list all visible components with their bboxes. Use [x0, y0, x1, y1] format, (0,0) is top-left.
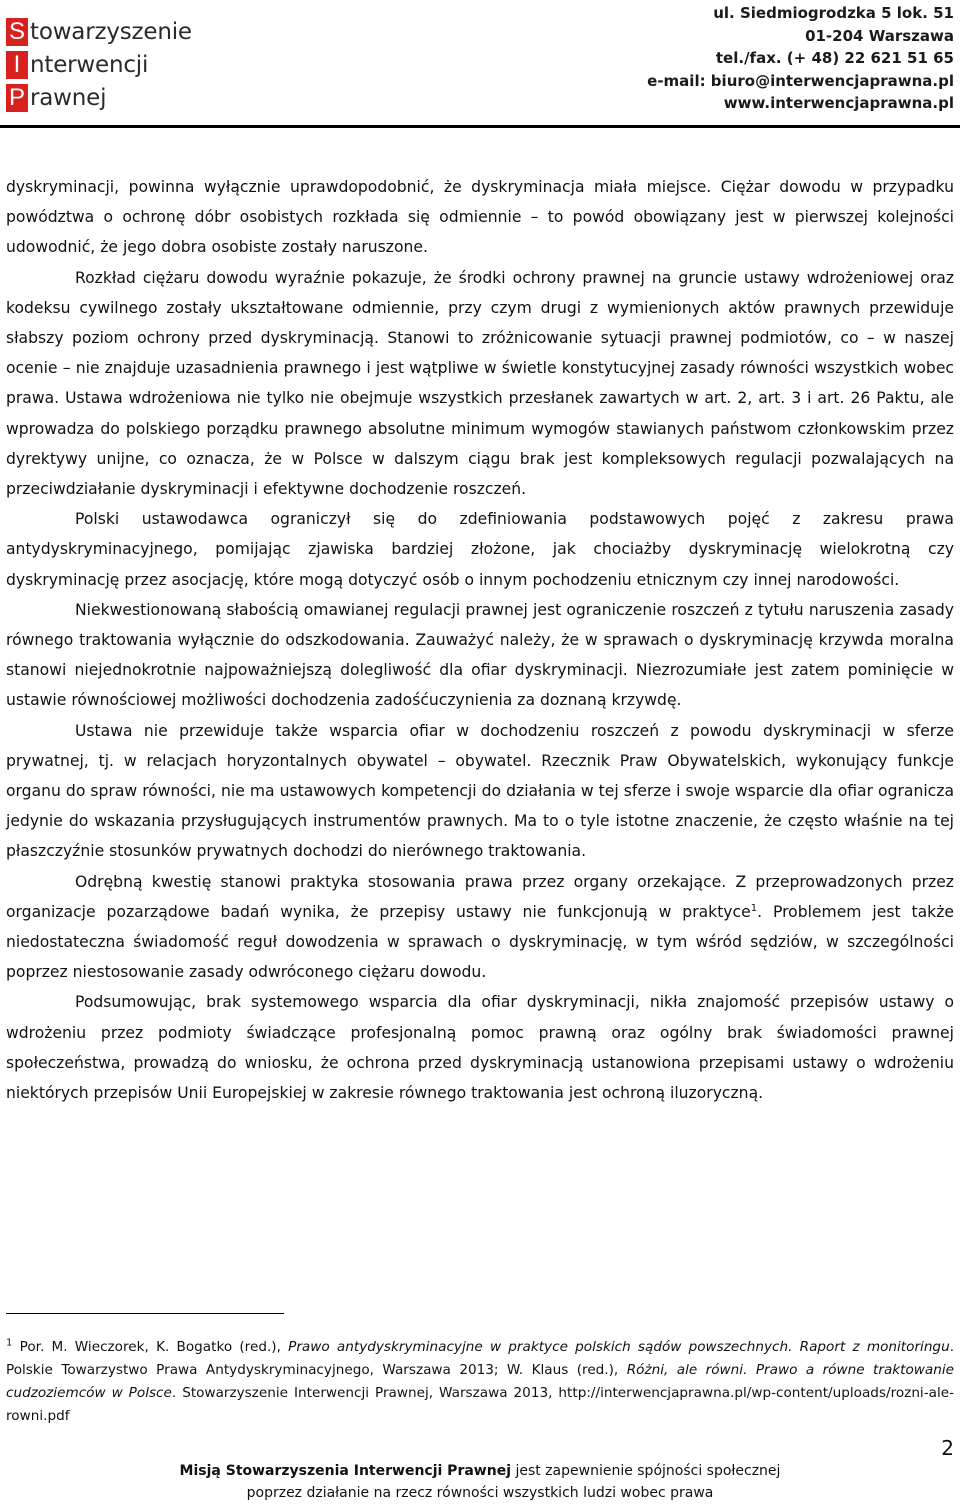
- contact-phone: tel./fax. (+ 48) 22 621 51 65: [715, 49, 954, 67]
- page-number: 2: [941, 1436, 954, 1460]
- logo-word: rawnej: [30, 84, 107, 111]
- logo-word: nterwencji: [30, 51, 149, 78]
- paragraph: dyskryminacji, powinna wyłącznie uprawdopodobnić, że dyskryminacja miała miejsce. Ciężar dowodu w przypadku powództwa o ochronę dóbr osobistych rozkłada się odmiennie – to powód obowiązany jest w pierwszej kolejności udowodnić, że jego dobra osobiste zostały naruszone.: [6, 178, 954, 257]
- header-divider: [0, 125, 960, 128]
- footnote-number: 1: [6, 1337, 13, 1349]
- paragraph-text: . Problemem jest także niedostateczna świadomość reguł dowodzenia w sprawach o dyskryminację, w tym wśród sędziów, w szczególności poprzez niestosowanie zasady odwróconego ciężaru dowodu.: [6, 902, 954, 982]
- letterhead: [0, 0, 960, 128]
- logo-word: towarzyszenie: [30, 18, 192, 45]
- footnote-title: Różni, ale równi. Prawo a równe traktowanie cudzoziemców w Polsce: [6, 1362, 954, 1401]
- logo-row: [6, 16, 192, 47]
- paragraph: Ustawa nie przewiduje także wsparcia ofiar w dochodzeniu roszczeń z powodu dyskryminacji w sferze prywatnej, tj. w relacjach horyzontalnych obywatel – obywatel. Rzecznik Praw Obywatelskich, wykonujący funkcje organu do spraw równości, nie ma ustawowych kompetencji do działania w tej sferze i swoje wsparcie dla ofiar ogranicza jedynie do wskazania przysługujących instrumentów prawnych. Ma to o tyle istotne znaczenie, że często właśnie na tej płaszczyźnie stosunków prywatnych dochodzi do nierównego traktowania.: [6, 721, 954, 861]
- organization-logo: [6, 16, 192, 115]
- contact-website[interactable]: www.interwencjaprawna.pl: [723, 94, 954, 112]
- paragraph: Podsumowując, brak systemowego wsparcia dla ofiar dyskryminacji, nikła znajomość przepisów ustawy o wdrożeniu przez podmioty świadczące profesjonalną pomoc prawną oraz ogólny brak świadomości prawnej społeczeństwa, prowadzą do wniosku, że ochrona przed dyskryminacją ustanowiona przepisami ustawy o wdrożeniu niektórych przepisów Unii Europejskiej w zakresie równego traktowania jest ochroną iluzoryczną.: [6, 993, 954, 1103]
- logo-letter-box: S: [6, 18, 28, 46]
- footer-line: [0, 1460, 960, 1482]
- paragraph: Rozkład ciężaru dowodu wyraźnie pokazuje, że środki ochrony prawnej na gruncie ustawy wdrożeniowej oraz kodeksu cywilnego zostały ukształtowane odmiennie, przy czym drugi z wymienionych aktów prawnych przewiduje słabszy poziom ochrony przed dyskryminacją. Stanowi to zróżnicowanie sytuacji prawnej podmiotów, co – w naszej ocenie – nie znajduje uzasadnienia prawnego i jest wątpliwe w świetle konstytucyjnej zasady równości wszystkich wobec prawa. Ustawa wdrożeniowa nie tylko nie obejmuje wszystkich przesłanek zawartych w art. 2, art. 3 i art. 26 Paktu, ale wprowadza do polskiego porządku prawnego absolutne minimum wymogów stawianych państwom członkowskim przez dyrektywy unijne, co oznacza, że w Polsce w dalszym ciągu brak jest kompleksowych regulacji pozwalających na przeciwdziałanie dyskryminacji i efektywne dochodzenie roszczeń.: [6, 268, 954, 499]
- paragraph: Niekwestionowaną słabością omawianej regulacji prawnej jest ograniczenie roszczeń z tytułu naruszenia zasady równego traktowania wyłącznie do odszkodowania. Zauważyć należy, że w sprawach o dyskryminację krzywda moralna stanowi niejednokrotnie najpoważniejszą dolegliwość dla ofiar dyskryminacji. Niezrozumiałe jest zatem pominięcie w ustawie równościowej możliwości dochodzenia zadośćuczynienia za doznaną krzywdę.: [6, 600, 954, 710]
- footer-mission-rest: jest zapewnienie spójności społecznej: [511, 1463, 781, 1479]
- contact-email[interactable]: e-mail: biuro@interwencjaprawna.pl: [647, 71, 954, 90]
- contact-address: ul. Siedmiogrodzka 5 lok. 51: [713, 4, 954, 22]
- contact-city: 01-204 Warszawa: [805, 26, 954, 45]
- logo-letter-box: I: [6, 51, 28, 79]
- footnote-text[interactable]: . Stowarzyszenie Interwencji Prawnej, Warszawa 2013, http://interwencjaprawna.pl/wp-content/uploads/rozni-ale-rowni.pdf: [6, 1385, 954, 1424]
- logo-letter-box: P: [6, 84, 28, 112]
- footnote-title: Prawo antydyskryminacyjne w praktyce polskich sądów powszechnych. Raport z monitoringu: [288, 1339, 950, 1355]
- footer-line: poprzez działanie na rzecz równości wszystkich ludzi wobec prawa: [246, 1485, 714, 1501]
- footnote-reference[interactable]: 1: [750, 902, 758, 914]
- logo-row: [6, 82, 192, 113]
- footnote-divider: [6, 1313, 284, 1314]
- paragraph: Polski ustawodawca ograniczył się do zdefiniowania podstawowych pojęć z zakresu prawa antydyskryminacyjnego, pomijając zjawiska bardziej złożone, jak chociażby dyskryminację wielokrotną czy dyskryminację przez asocjację, które mogą dotyczyć osób o innym pochodzeniu etnicznym czy innej narodowości.: [6, 510, 954, 589]
- footnote-text: Por. M. Wieczorek, K. Bogatko (red.),: [19, 1339, 289, 1355]
- contact-block: [647, 2, 954, 115]
- footer-mission-bold: Misją Stowarzyszenia Interwencji Prawnej: [179, 1463, 511, 1479]
- document-body: [6, 172, 954, 1108]
- footnote-text: . Polskie Towarzystwo Prawa Antydyskryminacyjnego, Warszawa 2013; W. Klaus (red.),: [6, 1339, 955, 1378]
- page-footer: [0, 1460, 960, 1504]
- paragraph-text: Odrębną kwestię stanowi praktyka stosowania prawa przez organy orzekające. Z przeprowadzonych przez organizacje pozarządowe badań wynika, że przepisy ustawy nie funkcjonują w praktyce: [6, 872, 954, 921]
- footnote: [6, 1336, 954, 1428]
- paragraph: [6, 867, 954, 988]
- logo-row: [6, 49, 192, 80]
